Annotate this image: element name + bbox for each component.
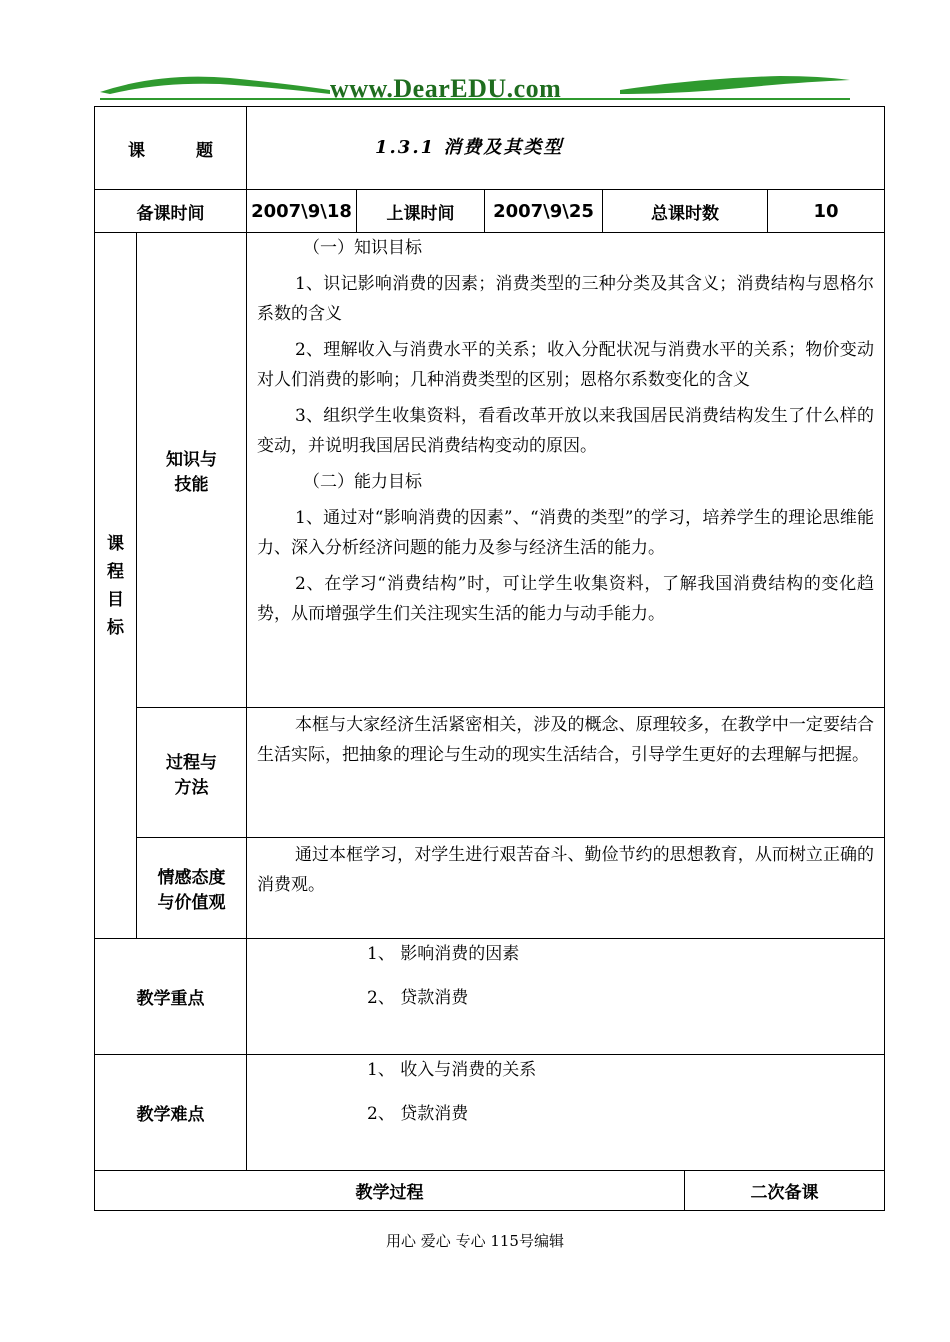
goals-label: 课程目标 [107,533,124,638]
site-logo[interactable]: www.DearEDU.com [330,74,562,103]
knowledge-item-1: 1、识记影响消费的因素；消费类型的三种分类及其含义；消费结构与恩格尔系数的含义 [257,274,874,324]
process-text: 本框与大家经济生活紧密相关，涉及的概念、原理较多，在教学中一定要结合生活实际，把抽象的理论与生动的现实生活结合，引导学生更好的去理解与把握。 [257,715,874,765]
knowledge-label-1: 知识与 [166,450,217,470]
emotion-label-2: 与价值观 [157,893,226,913]
knowledge-heading-1: （一）知识目标 [303,238,422,258]
key-points-content [247,939,885,1055]
total-hours-value: 10 [768,190,885,233]
process-content [247,708,885,838]
prep-time-label: 备课时间 [95,190,247,233]
lesson-plan-table [94,106,885,1211]
knowledge-heading-2: （二）能力目标 [303,472,422,492]
emotion-text: 通过本框学习，对学生进行艰苦奋斗、勤俭节约的思想教育，从而树立正确的消费观。 [257,845,874,895]
difficult-point-1: 1、 收入与消费的关系 [367,1060,537,1080]
process-label-cell [137,708,247,838]
knowledge-item-4: 1、通过对“影响消费的因素”、“消费的类型”的学习，培养学生的理论思维能力、深入分析经济问题的能力及参与经济生活的能力。 [257,508,874,558]
knowledge-item-5: 2、在学习“消费结构”时，可让学生收集资料，了解我国消费结构的变化趋势，从而增强学生们关注现实生活的能力与动手能力。 [257,574,874,624]
emotion-label-cell [137,838,247,939]
knowledge-item-2: 2、理解收入与消费水平的关系；收入分配状况与消费水平的关系；物价变动对人们消费的影响；几种消费类型的区别；恩格尔系数变化的含义 [257,340,874,390]
topic-label: 课 题 [128,140,213,161]
key-point-1: 1、 影响消费的因素 [367,944,520,964]
topic-value-cell [247,107,885,190]
emotion-label-1: 情感态度 [157,868,226,888]
goals-label-cell [95,233,137,939]
key-points-label: 教学重点 [95,939,247,1055]
lesson-title: 1.3.1 消费及其类型 [375,137,564,158]
difficult-point-2: 2、 贷款消费 [367,1104,469,1124]
prep-time-value: 2007\9\18 [247,190,357,233]
process-label-2: 方法 [174,777,209,798]
class-time-label: 上课时间 [357,190,485,233]
secondary-prep-label: 二次备课 [685,1171,885,1211]
topic-label-cell [95,107,247,190]
emotion-content [247,838,885,939]
teaching-process-label: 教学过程 [95,1171,685,1211]
key-point-2: 2、 贷款消费 [367,988,469,1008]
difficult-points-label: 教学难点 [95,1055,247,1171]
knowledge-label-2: 技能 [174,475,209,495]
knowledge-content [247,233,885,708]
knowledge-item-3: 3、组织学生收集资料，看看改革开放以来我国居民消费结构发生了什么样的变动，并说明我国居民消费结构变动的原因。 [257,406,874,456]
page-footer: 用心 爱心 专心 115号编辑 [386,1232,564,1250]
total-hours-label: 总课时数 [603,190,768,233]
class-time-value: 2007\9\25 [485,190,603,233]
knowledge-label-cell [137,233,247,708]
difficult-points-content [247,1055,885,1171]
process-label-1: 过程与 [166,752,217,773]
